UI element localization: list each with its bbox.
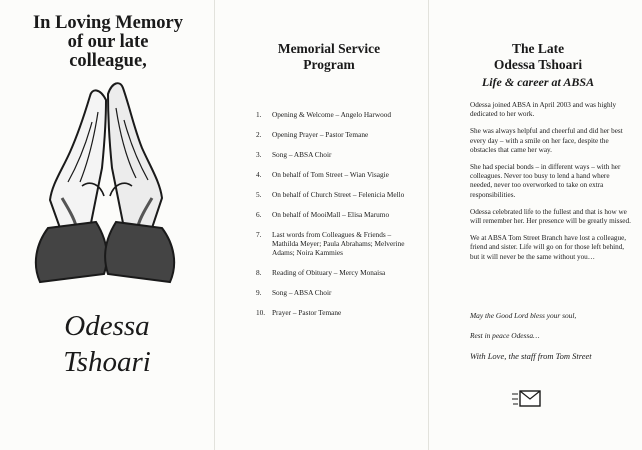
program-item-text: On behalf of Tom Street – Wian Visagie bbox=[272, 170, 389, 179]
program-item bbox=[256, 190, 416, 199]
program-item bbox=[256, 230, 416, 257]
program-item-text: Opening & Welcome – Angelo Harwood bbox=[272, 110, 392, 119]
program-item bbox=[256, 110, 416, 119]
program-item-number: 3. bbox=[256, 150, 262, 159]
program-item bbox=[256, 170, 416, 179]
program-item-number: 10. bbox=[256, 308, 266, 317]
program-panel bbox=[214, 0, 428, 450]
program-item bbox=[256, 210, 416, 219]
tribute-paragraph: Odessa celebrated life to the fullest and that is how we will remember her. Her presence will be greatly missed. bbox=[470, 207, 631, 226]
program-item-text: Prayer – Pastor Temane bbox=[272, 308, 342, 317]
first-name: Odessa bbox=[64, 310, 150, 342]
memory-heading bbox=[18, 14, 198, 71]
program-item-text: Reading of Obituary – Mercy Monaisa bbox=[272, 268, 386, 277]
program-item-text: Song – ABSA Choir bbox=[272, 150, 332, 159]
rest-in-peace-line: Rest in peace Odessa… bbox=[470, 331, 540, 340]
last-name: Tshoari bbox=[63, 346, 151, 378]
program-item bbox=[256, 288, 416, 297]
tribute-title-line: The Late bbox=[511, 41, 565, 56]
program-item-number: 7. bbox=[256, 230, 262, 239]
tribute-body bbox=[470, 101, 632, 270]
memory-heading-line: of our late bbox=[67, 32, 149, 52]
program-item-number: 9. bbox=[256, 288, 262, 297]
program-item bbox=[256, 130, 416, 139]
program-item bbox=[256, 308, 416, 317]
program-item-number: 2. bbox=[256, 130, 262, 139]
tribute-paragraph: She was always helpful and cheerful and did her best every day – with a smile on her face, despite the obstacles that came her way. bbox=[470, 127, 623, 154]
program-title-line: Memorial Service bbox=[277, 41, 381, 56]
program-title bbox=[234, 41, 424, 73]
tribute-panel bbox=[428, 0, 642, 450]
program-item-number: 6. bbox=[256, 210, 262, 219]
memory-heading-line: In Loving Memory bbox=[32, 13, 184, 33]
blessing-line: May the Good Lord bless your soul, bbox=[470, 311, 577, 320]
tribute-subtitle: Life & career at ABSA bbox=[481, 75, 595, 89]
tribute-title-line: Odessa Tshoari bbox=[493, 57, 583, 72]
program-item-text: Last words from Colleagues & Friends – Mathilda Meyer; Paula Abrahams; Melverine Adams; Noira Kammies bbox=[272, 230, 405, 257]
program-item-number: 1. bbox=[256, 110, 262, 119]
program-item-number: 4. bbox=[256, 170, 262, 179]
envelope-icon bbox=[512, 387, 542, 411]
program-item-text: On behalf of MooiMall – Elisa Marumo bbox=[272, 210, 390, 219]
program-item-text: Song – ABSA Choir bbox=[272, 288, 332, 297]
program-title-line: Program bbox=[303, 57, 355, 72]
program-item-text: On behalf of Church Street – Felenicia Mello bbox=[272, 190, 405, 199]
program-item bbox=[256, 150, 416, 159]
tribute-paragraph: She had special bonds – in different ways – with her colleagues. Never too busy to lend a hand where needed, never too overworked to take on extra responsibilities. bbox=[470, 163, 621, 199]
program-list bbox=[256, 110, 416, 328]
memory-heading-line: colleague, bbox=[69, 51, 147, 71]
tribute-title bbox=[448, 41, 628, 73]
program-item-text: Opening Prayer – Pastor Temane bbox=[272, 130, 369, 139]
program-item bbox=[256, 268, 416, 277]
program-item-number: 8. bbox=[256, 268, 262, 277]
front-panel bbox=[0, 0, 214, 450]
praying-hands-icon bbox=[20, 78, 190, 286]
signoff-line: With Love, the staff from Tom Street bbox=[470, 351, 592, 361]
tribute-paragraph: Odessa joined ABSA in April 2003 and was highly dedicated to her work. bbox=[470, 101, 617, 119]
tribute-paragraph: We at ABSA Tom Street Branch have lost a colleague, friend and sister. Life will go on for those left behind, but it will never be the same without you… bbox=[470, 234, 627, 261]
program-item-number: 5. bbox=[256, 190, 262, 199]
